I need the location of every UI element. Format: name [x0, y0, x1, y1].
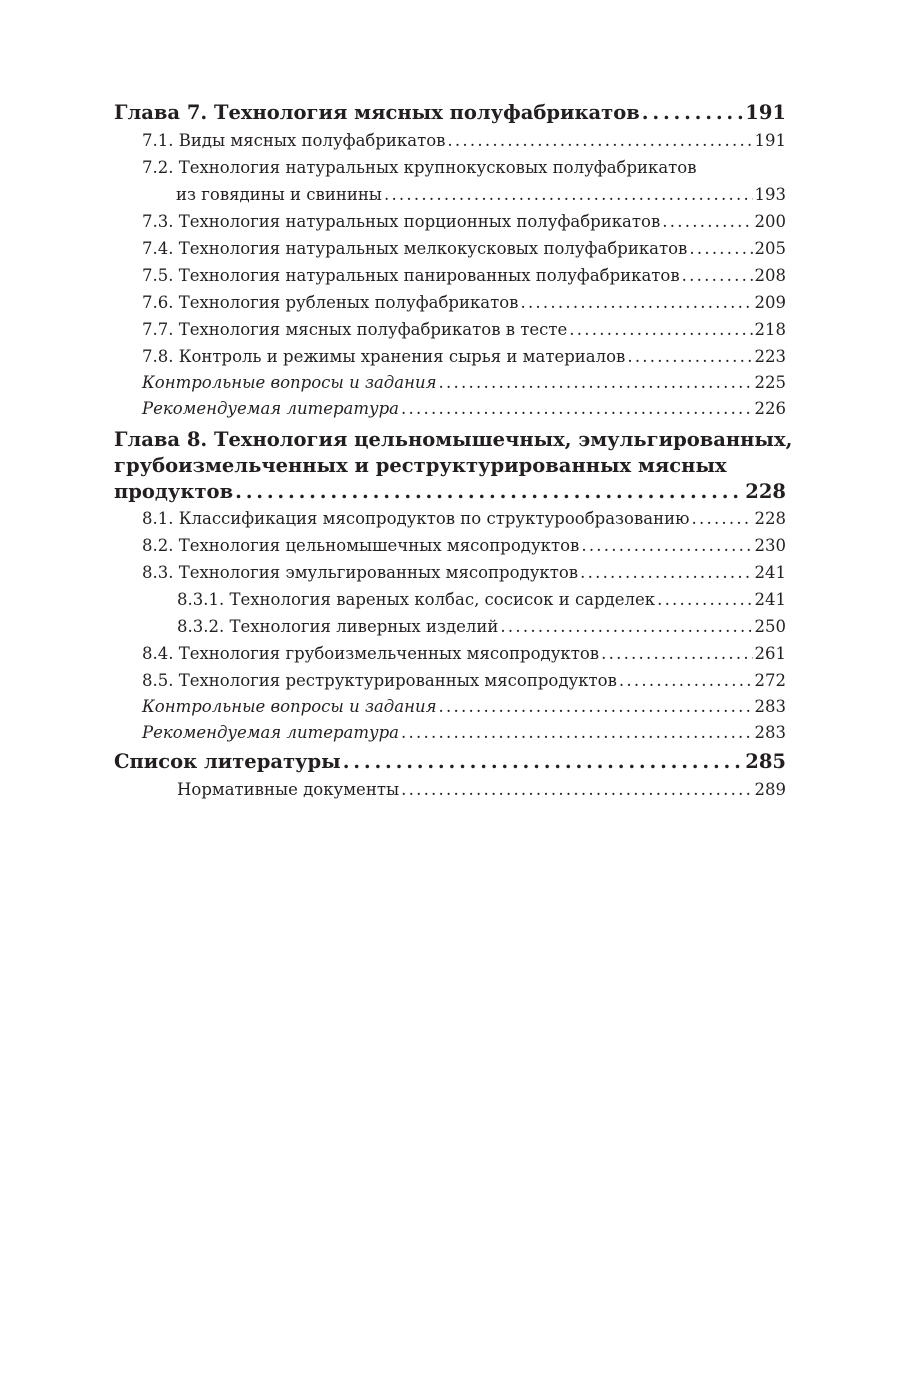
dot-leader [691, 505, 752, 532]
section-title: 7.7. Технология мясных полуфабрикатов в тесте [142, 320, 568, 339]
page-number: 208 [754, 266, 786, 285]
section-title: Нормативные документы [177, 780, 400, 799]
section-title: Рекомендуемая литература [142, 722, 400, 742]
chapter-title: Глава 7. Технология мясных полуфабрикатов [114, 101, 640, 124]
toc-section-7-2[interactable] [114, 181, 786, 208]
dot-leader [384, 181, 753, 208]
section-title: 8.5. Технология реструктурированных мясопродуктов [142, 671, 617, 690]
section-title: Рекомендуемая литература [142, 398, 400, 418]
page-number: 228 [754, 509, 786, 528]
toc-chapter-8-literature[interactable] [114, 720, 786, 746]
section-title-continued: из говядины и свинины [176, 185, 382, 204]
toc-chapter-8-questions[interactable] [114, 694, 786, 720]
toc-section-7-3[interactable] [114, 208, 786, 235]
toc-section-8-2[interactable] [114, 532, 786, 559]
toc-section-8-3-2[interactable] [114, 613, 786, 640]
dot-leader [580, 559, 752, 586]
toc-chapter-8-line-1[interactable]: Глава 8. Технология цельномышечных, эмульгированных, [114, 428, 793, 451]
toc-section-8-4[interactable] [114, 640, 786, 667]
section-title: 7.4. Технология натуральных мелкокусковых полуфабрикатов [142, 239, 688, 258]
toc-section-8-3-1[interactable] [114, 586, 786, 613]
page-number: 193 [754, 185, 786, 204]
dot-leader [439, 694, 753, 720]
page-number: 191 [745, 101, 786, 124]
toc-section-7-6[interactable] [114, 289, 786, 316]
section-title: Контрольные вопросы и задания [142, 373, 437, 392]
toc-section-7-4[interactable] [114, 235, 786, 262]
section-title: 8.3.1. Технология вареных колбас, сосисок и сарделек [177, 590, 656, 609]
page-number: 230 [754, 536, 786, 555]
dot-leader [682, 262, 753, 289]
toc-section-8-5[interactable] [114, 667, 786, 694]
toc-chapter-7[interactable] [114, 98, 786, 127]
toc-chapter-8[interactable] [114, 479, 786, 505]
section-title: 7.3. Технология натуральных порционных полуфабрикатов [142, 212, 661, 231]
section-title: 7.8. Контроль и режимы хранения сырья и материалов [142, 347, 626, 366]
dot-leader [401, 776, 752, 803]
dot-leader [662, 208, 752, 235]
dot-leader [401, 396, 752, 422]
toc-normative-documents[interactable] [114, 776, 786, 803]
toc-section-7-8[interactable] [114, 343, 786, 370]
dot-leader [581, 532, 752, 559]
toc-chapter-7-literature[interactable] [114, 396, 786, 422]
toc-section-7-7[interactable] [114, 316, 786, 343]
dot-leader [619, 667, 753, 694]
toc-section-8-1[interactable] [114, 505, 786, 532]
toc-section-7-2-line-1[interactable]: 7.2. Технология натуральных крупнокусковых полуфабрикатов [142, 158, 697, 177]
dot-leader [343, 747, 744, 776]
page-number: 285 [745, 750, 786, 773]
references-title: Список литературы [114, 750, 341, 773]
dot-leader [642, 98, 743, 127]
page-number: 283 [754, 722, 786, 742]
section-title: 7.5. Технология натуральных панированных полуфабрикатов [142, 266, 680, 285]
toc-chapter-8-line-2[interactable]: грубоизмельченных и реструктурированных мясных [114, 454, 727, 477]
dot-leader [657, 586, 752, 613]
dot-leader [235, 479, 743, 505]
page-number: 200 [754, 212, 786, 231]
section-title: 8.4. Технология грубоизмельченных мясопродуктов [142, 644, 600, 663]
page-number: 218 [754, 320, 786, 339]
table-of-contents [114, 98, 793, 803]
page-number: 191 [754, 131, 786, 150]
chapter-title-continued: продуктов [114, 480, 234, 503]
page-number: 261 [754, 644, 786, 663]
page-number: 223 [754, 347, 786, 366]
toc-section-8-3[interactable] [114, 559, 786, 586]
dot-leader [520, 289, 752, 316]
page-number: 228 [745, 480, 786, 503]
dot-leader [439, 370, 753, 396]
page-number: 226 [754, 398, 786, 418]
dot-leader [689, 235, 752, 262]
dot-leader [401, 720, 752, 746]
toc-section-7-1[interactable] [114, 127, 786, 154]
page-number: 241 [754, 563, 786, 582]
section-title: 8.3.2. Технология ливерных изделий [177, 617, 499, 636]
page-number: 205 [754, 239, 786, 258]
page-number: 250 [754, 617, 786, 636]
dot-leader [447, 127, 752, 154]
section-title: 8.3. Технология эмульгированных мясопродуктов [142, 563, 579, 582]
toc-section-7-5[interactable] [114, 262, 786, 289]
section-title: 8.2. Технология цельномышечных мясопродуктов [142, 536, 580, 555]
toc-references[interactable] [114, 747, 786, 776]
dot-leader [569, 316, 752, 343]
section-title: 8.1. Классификация мясопродуктов по структурообразованию [142, 509, 690, 528]
page-number: 241 [754, 590, 786, 609]
toc-chapter-7-questions[interactable] [114, 370, 786, 396]
page-number: 283 [754, 697, 786, 716]
page-number: 289 [754, 780, 786, 799]
section-title: 7.6. Технология рубленых полуфабрикатов [142, 293, 519, 312]
dot-leader [601, 640, 752, 667]
page-number: 209 [754, 293, 786, 312]
page-number: 225 [754, 373, 786, 392]
dot-leader [627, 343, 752, 370]
section-title: 7.1. Виды мясных полуфабрикатов [142, 131, 446, 150]
page-number: 272 [754, 671, 786, 690]
section-title: Контрольные вопросы и задания [142, 697, 437, 716]
dot-leader [500, 613, 752, 640]
